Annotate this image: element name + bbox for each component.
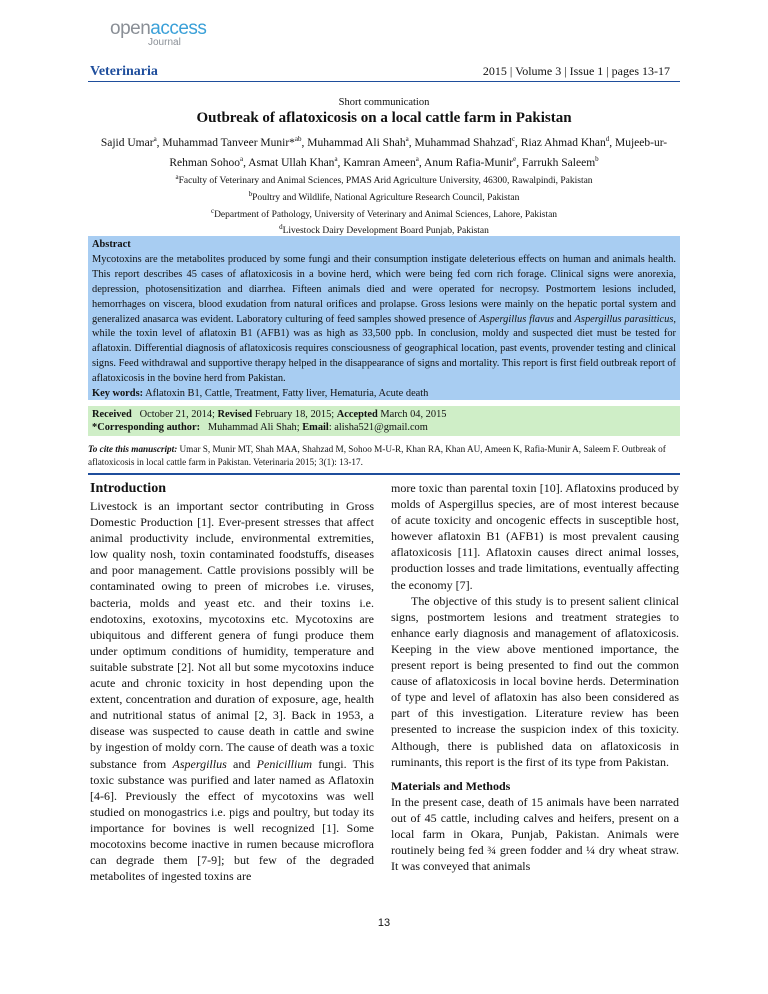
article-title: Outbreak of aflatoxicosis on a local cattle farm in Pakistan [196,110,572,126]
affiliation-item: $^b$Poultry and Wildlife, National Agriculture Research Council, Pakistan [248,189,520,203]
journal-name: Veterinaria [90,64,158,79]
logo-journal-text: Journal [148,37,181,48]
abstract-heading: Abstract [92,239,131,250]
body-paragraph: In the present case, death of 15 animals have been narrated out of 45 cattle, including calves and heifers, present on a local farm in Okara, Punjab, Pakistan. Animals were routinely being fed ¾ green fodder and ¼ dry wheat straw. It was conveyed that animals [391,794,679,874]
body-paragraph: The objective of this study is to present salient clinical signs, postmortem lesions and treatment strategies to enhance early diagnosis and management of aflatoxicosis. Keeping in the view above mentioned importance, the present report is being presented to find out the common cause of aflatoxicosis in local bovine herds. Determination of type and level of aflatoxin has also been considered as part of this investigation. Literature review has been presented to increase the suspicion index of this toxicity. Although, there is published data on aflatoxicosis in ruminants, this report is the first of its type from Pakistan. [391,593,679,769]
logo-access-text: access [150,18,207,39]
page-number: 13 [377,917,391,929]
abstract-text: Mycotoxins are the metabolites produced by some fungi and their consumption instigate deleterious effects on human and animals health. This report describes 45 cases of aflatoxicosis in a bovine herd, which were being fed corn rich forage. Clinical signs were anorexia, depression, photosensitization and diarrhea. Fifteen animals died and were operated for necropsy. Postmortem lesions included, hemorrhages on viscera, blood exudation from natural orifices and prolapse. Gross lesions were mainly on the hepatic portal system and generalized anasarca was evident. Laboratory culturing of feed samples showed presence of Aspergillus flavus and Aspergillus parasitticus, while the toxin level of aflatoxin B1 (AFB1) was as high as 33,500 ppb. In conclusion, moldy and suspected diet must be tested for aflatoxin. Differential diagnosis of aflatoxicosis requires consciousness of geographical location, past events, provender testing and clinical signs. Feed withdrawal and supportive therapy helped in the disappearance of signs and mortality. This report is first field outbreak report of aflatoxicosis in the bovine herd from Pakistan. [92,253,677,385]
citation-rule [88,473,680,475]
header-rule [88,81,680,82]
affiliation-item: $^d$Livestock Dairy Development Board Punjab, Pakistan [279,223,489,237]
affiliation-item: $^c$Department of Pathology, University of Veterinary and Animal Sciences, Lahore, Pakistan [210,206,558,220]
abstract-box [88,236,680,400]
affiliation-item: $^a$Faculty of Veterinary and Animal Sciences, PMAS Arid Agriculture University, 46300, Rawalpindi, Pakistan [175,173,593,187]
article-type: Short communication [338,97,430,108]
citation: To cite this manuscript: Umar S, Munir MT, Shah MAA, Shahzad M, Sohoo M-U-R, Khan RA, Khan AU, Ameen K, Rafia-Munir A, Saleem F. Outbreak of aflatoxicosis in local cattle farm in Pakistan. Veterinaria 2015; 3(1): 13-17. [88,444,666,467]
right-column [391,480,679,874]
logo-open-text: open [110,18,151,39]
keywords: Key words: Aflatoxin B1, Cattle, Treatment, Fatty liver, Hematuria, Acute death [92,388,429,400]
corresponding-email[interactable]: : alisha521@gmail.com [328,422,428,433]
left-column [90,480,374,884]
issue-line: 2015 | Volume 3 | Issue 1 | pages 13-17 [482,64,670,78]
dates-box: Received October 21, 2014; Revised February 18, 2015; Accepted March 04, 2015 *Corresponding author: Muhammad Ali Shah; Email: alisha521@gmail.com [88,406,680,436]
methods-heading: Materials and Methods [391,778,511,793]
journal-logo [84,10,207,52]
body-paragraph: Livestock is an important sector contributing in Gross Domestic Production [1]. Ever-present stresses that affect animal productivity include, environmental extremities, low quality nosh, toxin contaminated foodstuffs, diseases and poor management. Cattle provisions possibly will be contaminated owing to preen of microbes i.e. viruses, bacteria, molds and yeast etc. and their toxins i.e. endotoxins, exotoxins, mycotoxins etc. Mycotoxins are ubiquitous and different genera of fungi produce them under optimum conditions of humidity, temperature and suitable substrate [2]. Not all but some mycotoxins induce acute and chronic toxicity in host depending upon the extent, concentration and duration of exposure, age, health and nutritional status of animal [2, 3]. Back in 1953, a disease was suspected to cause death in cattle and swine by ingestion of moldy corn. The cause of death was a toxic substance from Aspergillus and Penicillium fungi. This toxic substance was purified and later named as Aflatoxin [4-6]. Previously the effect of mycotoxins was well studied on monogastrics i.e. pigs and poultry, but today its importance for bovines is well recognized [1]. Some mocotoxins become inactive in rumen because microflora can degrade them [7-9]; but few of the degraded metabolites of ingested toxins are [90,499,375,884]
body-paragraph: more toxic than parental toxin [10]. Aflatoxins produced by molds of Aspergillus species, are of most interest because of acute toxicity and oncogenic effects in susceptible host, however aflatoxin B1 (AFB1) is most prevalent causing aflatoxicosis [11]. Aflatoxin causes direct animal losses, production losses and trade limitations, eventually affecting the economy [7]. [391,481,679,592]
author-list: Sajid Umar$^a$, Muhammad Tanveer Munir*$^{ab}$, Muhammad Ali Shah$^a$, Muhammad Shahzad$^c$, Riaz Ahmad Khan$^d$, Mujeeb-ur- Rehman Sohoo$^a$, Asmat Ullah Khan$^a$, Kamran Ameen$^a$, Anum Rafia-Munir$^e$, Farrukh Saleem$^b$ [100,135,668,169]
introduction-heading: Introduction [90,481,166,496]
